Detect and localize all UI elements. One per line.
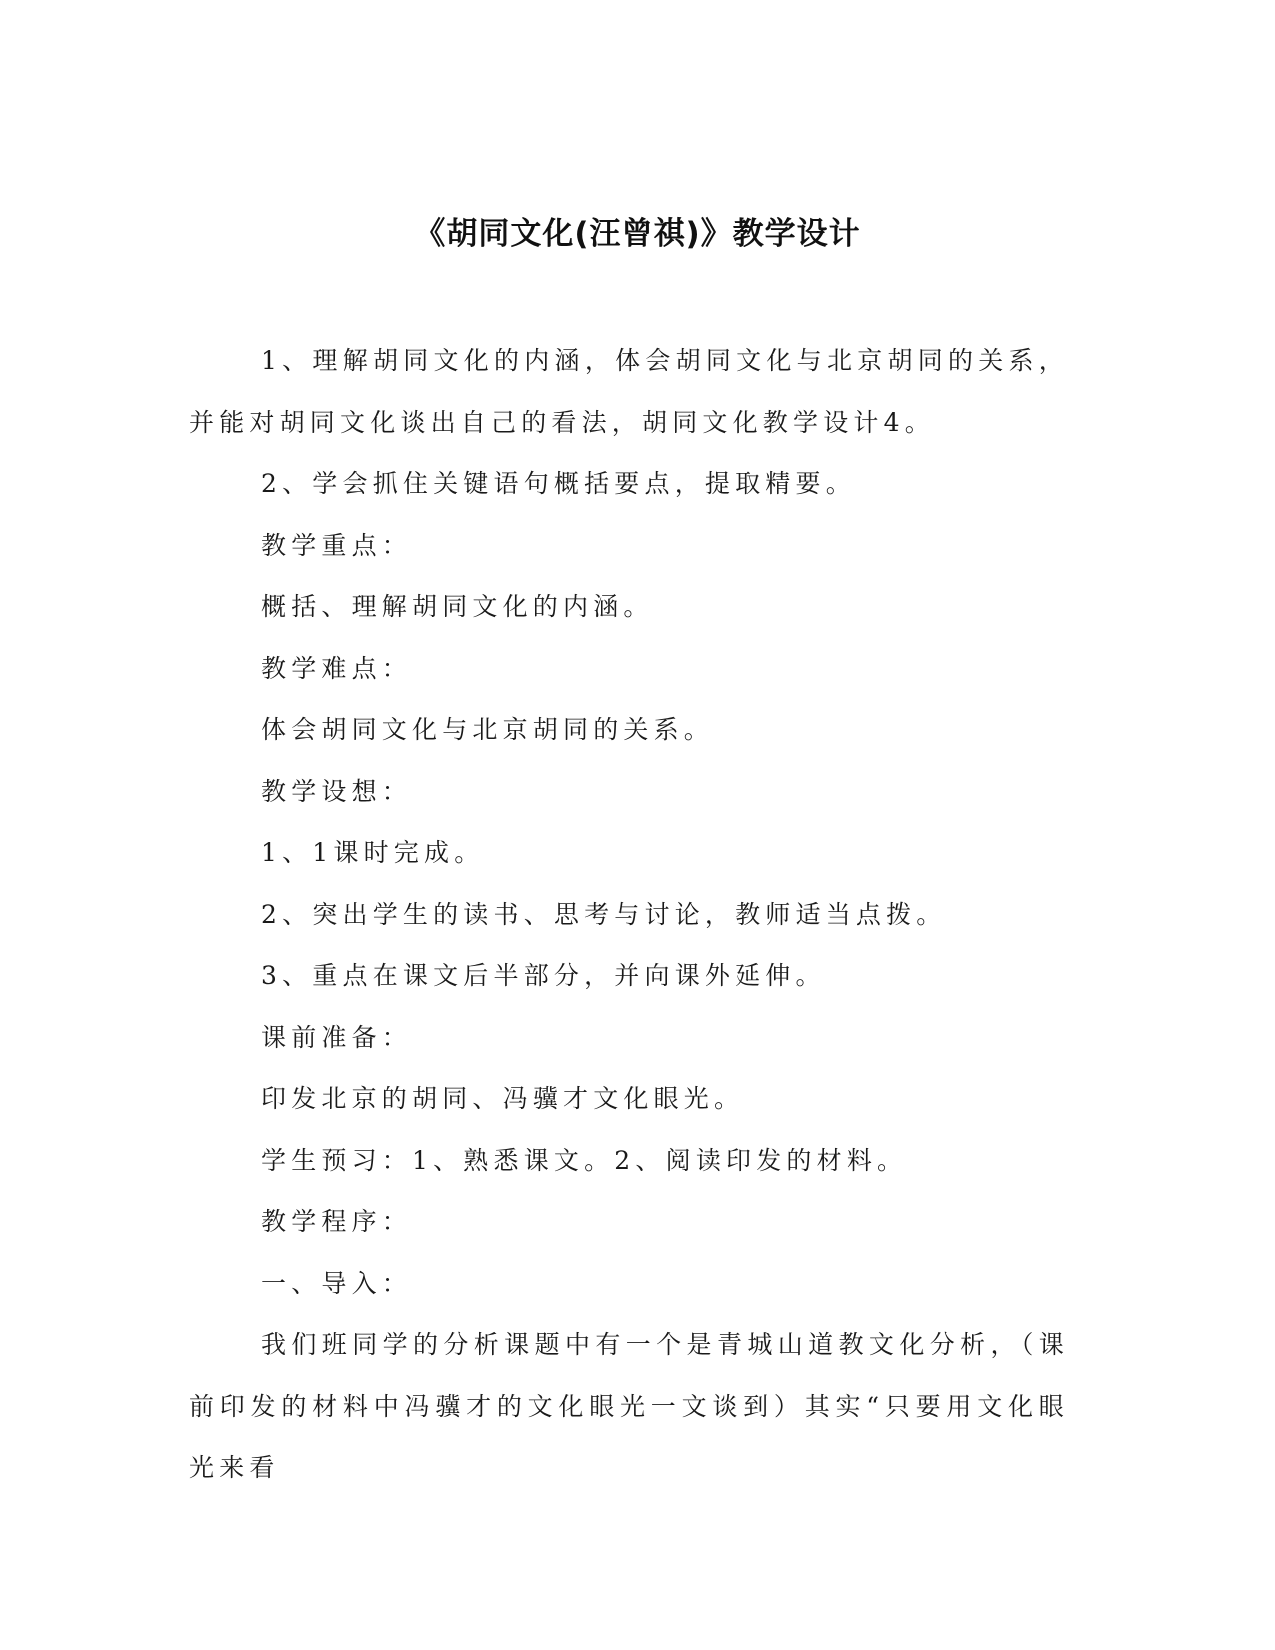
section-heading: 教学设想： [261, 776, 413, 806]
paragraph: 2、学会抓住关键语句概括要点，提取精要。 [261, 469, 856, 498]
paragraph: 1、理解胡同文化的内涵，体会胡同文化与北京胡同的关系，并能对胡同文化谈出自己的看法，胡同文化教学设计4。 [189, 346, 1069, 437]
document-body [189, 330, 1069, 1499]
document-title: 《胡同文化(汪曾祺)》教学设计 [414, 216, 861, 252]
paragraph: 概括、理解胡同文化的内涵。 [261, 592, 654, 621]
section-heading: 课前准备： [261, 1022, 413, 1052]
paragraph: 2、突出学生的读书、思考与讨论，教师适当点拨。 [261, 899, 947, 929]
paragraph: 我们班同学的分析课题中有一个是青城山道教文化分析，（课前印发的材料中冯骥才的文化眼光一文谈到）其实“只要用文化眼光来看 [189, 1330, 1069, 1482]
section-heading: 教学程序： [261, 1207, 413, 1236]
paragraph: 3、重点在课文后半部分，并向课外延伸。 [261, 961, 826, 990]
section-heading: 教学重点： [261, 530, 413, 560]
paragraph: 体会胡同文化与北京胡同的关系。 [261, 715, 715, 744]
paragraph: 印发北京的胡同、冯骥才文化眼光。 [261, 1084, 745, 1113]
paragraph: 1、1课时完成。 [261, 838, 485, 867]
section-heading: 一、导入： [261, 1268, 413, 1298]
paragraph: 学生预习：1、熟悉课文。2、阅读印发的材料。 [261, 1145, 908, 1175]
section-heading: 教学难点： [261, 653, 413, 683]
